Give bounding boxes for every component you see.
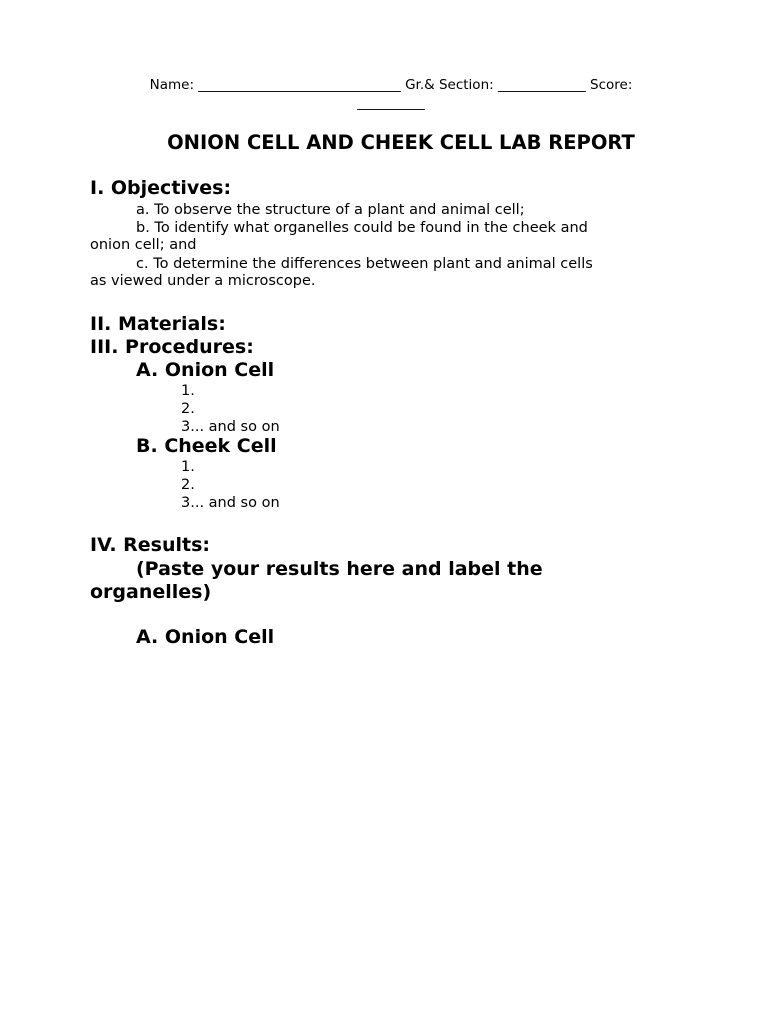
objective-c-line1: c. To determine the differences between plant and animal cells [136,256,593,272]
procedure-onion-heading: A. Onion Cell [136,359,275,381]
materials-heading: II. Materials: [90,313,226,335]
student-info-line: Name: ______________________________ Gr.& Section: _____________ Score: [149,77,633,93]
list-item: 3... and so on [181,495,280,511]
results-heading: IV. Results: [90,534,211,556]
procedure-cheek-heading: B. Cheek Cell [136,435,277,457]
objective-c-line2: as viewed under a microscope. [90,273,316,289]
results-instruction-line1: (Paste your results here and label the [136,558,543,580]
procedures-heading: III. Procedures: [90,336,254,358]
objectives-heading: I. Objectives: [90,177,232,199]
results-instruction-line2: organelles) [90,581,212,603]
list-item: 2. [181,401,195,417]
list-item: 3... and so on [181,419,280,435]
objective-a: a. To observe the structure of a plant and animal cell; [136,202,525,218]
results-onion-heading: A. Onion Cell [136,626,275,648]
list-item: 1. [181,383,195,399]
objective-b-line1: b. To identify what organelles could be found in the cheek and [136,220,588,236]
list-item: 2. [181,477,195,493]
page-title: ONION CELL AND CHEEK CELL LAB REPORT [167,131,635,154]
score-blank: __________ [357,95,425,111]
objective-b-line2: onion cell; and [90,237,197,253]
list-item: 1. [181,459,195,475]
